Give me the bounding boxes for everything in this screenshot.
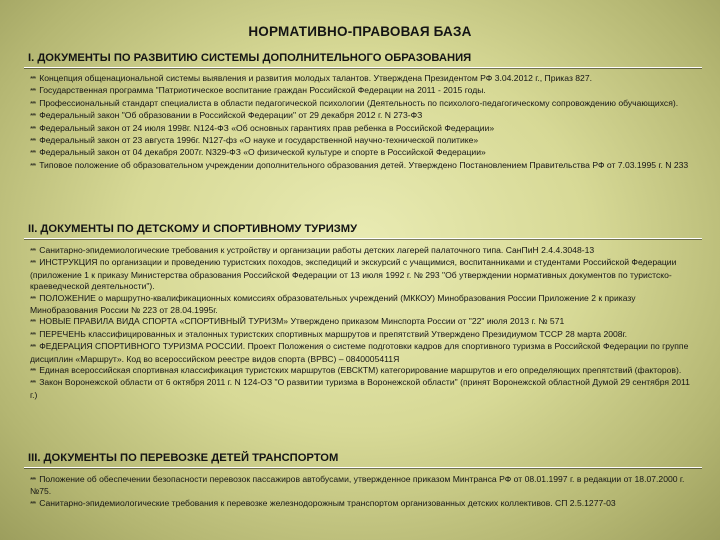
bullet-marker: *** xyxy=(30,368,36,376)
bullet-marker: *** xyxy=(30,113,36,121)
list-item-text: ПОЛОЖЕНИЕ о маршрутно-квалификационных комиссиях образовательных учреждений (МККОУ) Минобразования России Приложение 2 к приказу Минобразования России № 223 от 28.04.1995г. xyxy=(30,292,636,316)
list-item xyxy=(30,73,698,85)
list-item xyxy=(30,257,698,292)
list-item xyxy=(30,365,698,377)
list-item xyxy=(30,341,698,365)
bullet-marker: *** xyxy=(30,100,36,108)
list-item-text: Положение об обеспечении безопасности перевозок пассажиров автобусами, утвержденное приказом Минтранса РФ от 08.01.1997 г. в редакции от 18.07.2000 г. №75. xyxy=(30,474,685,497)
bullet-marker: *** xyxy=(30,260,36,268)
bullet-marker: *** xyxy=(30,248,36,255)
bullet-marker: *** xyxy=(30,162,36,170)
list-item-text: Федеральный закон от 24 июля 1998г. N124-ФЗ «Об основных гарантиях прав ребенка в Российской Федерации» xyxy=(39,122,495,133)
list-item-text: ФЕДЕРАЦИЯ СПОРТИВНОГО ТУРИЗМА РОССИИ. Проект Положения о системе подготовки кадров для спортивного туризма в Российской Федерации по группе дисциплин «Маршрут». Код во всероссийском реестре видов спорта (ВРВС) – 0840005411Я xyxy=(30,341,689,364)
section-list xyxy=(30,474,698,510)
divider xyxy=(24,67,702,68)
bullet-marker: *** xyxy=(30,295,36,303)
section-heading: II. ДОКУМЕНТЫ ПО ДЕТСКОМУ И СПОРТИВНОМУ ТУРИЗМУ xyxy=(28,223,358,235)
page-title: НОРМАТИВНО-ПРАВОВАЯ БАЗА xyxy=(248,24,472,39)
bullet-marker: *** xyxy=(30,125,36,133)
list-item xyxy=(30,98,698,110)
section-list xyxy=(30,73,698,172)
list-item-text: Санитарно-эпидемиологические требования к перевозке железнодорожным транспортом организованных детских коллективов. СП 2.5.1277-03 xyxy=(39,497,616,508)
list-item-text: ПЕРЕЧЕНЬ классифицированных и эталонных туристских спортивных маршрутов и препятствий Утверждено Президиумом ТССР 28 марта 2008г. xyxy=(39,328,628,339)
list-item-text: Закон Воронежской области от 6 октября 2011 г. N 124-ОЗ "О развитии туризма в Воронежской области" (принят Воронежской областной Думой 29 сентября 2011 г.) xyxy=(30,377,690,400)
bullet-marker: *** xyxy=(30,500,36,508)
list-item xyxy=(30,245,698,257)
list-item xyxy=(30,498,698,510)
list-item-text: Концепция общенациональной системы выявления и развития молодых талантов. Утверждена Президентом РФ 3.04.2012 г., Приказ 827. xyxy=(39,73,592,83)
section-list xyxy=(30,245,698,401)
list-item-text: НОВЫЕ ПРАВИЛА ВИДА СПОРТА «СПОРТИВНЫЙ ТУРИЗМ» Утверждено приказом Минспорта России от "22" июля 2013 г. № 571 xyxy=(39,316,565,327)
bullet-marker: *** xyxy=(30,344,36,352)
list-item-text: Санитарно-эпидемиологические требования к устройству и организации работы детских лагерей палаточного типа. СанПиН 2.4.4.3048-13 xyxy=(39,245,595,255)
list-item xyxy=(30,135,698,147)
list-item xyxy=(30,123,698,135)
bullet-marker: *** xyxy=(30,138,36,146)
list-item xyxy=(30,329,698,341)
list-item xyxy=(30,316,698,328)
list-item-text: Федеральный закон "Об образовании в Российской Федерации" от 29 декабря 2012 г. N 273-ФЗ xyxy=(39,110,423,121)
list-item-text: Государственная программа "Патриотическое воспитание граждан Российской Федерации на 2011 - 2015 годы. xyxy=(39,85,486,96)
bullet-marker: *** xyxy=(30,477,36,484)
list-item xyxy=(30,160,698,172)
list-item xyxy=(30,85,698,97)
bullet-marker: *** xyxy=(30,76,36,83)
list-item xyxy=(30,293,698,317)
list-item xyxy=(30,474,698,498)
list-item xyxy=(30,147,698,159)
list-item xyxy=(30,110,698,122)
divider xyxy=(24,467,702,468)
section-heading: I. ДОКУМЕНТЫ ПО РАЗВИТИЮ СИСТЕМЫ ДОПОЛНИТЕЛЬНОГО ОБРАЗОВАНИЯ xyxy=(28,52,472,64)
list-item-text: ИНСТРУКЦИЯ по организации и проведению туристских походов, экспедиций и экскурсий с учащимися, воспитанниками и студентами Российской Федерации (приложение 1 к приказу Министерства образования Российской Федерации от 13 июля 1992 г. № 293 "Об утверждении нормативных документов по туристско-краеведческой деятельности"). xyxy=(30,257,677,292)
bullet-marker: *** xyxy=(30,380,36,388)
list-item xyxy=(30,377,698,401)
bullet-marker: *** xyxy=(30,150,36,158)
list-item-text: Профессиональный стандарт специалиста в области педагогической психологии (Деятельность по психолого-педагогическому сопровождению обучающихся). xyxy=(39,97,679,108)
list-item-text: Единая всероссийская спортивная классификация туристских маршрутов (ЕВСКТМ) категорирование маршрутов и его определяющих препятствий (факторов). xyxy=(39,365,682,376)
section-heading: III. ДОКУМЕНТЫ ПО ПЕРЕВОЗКЕ ДЕТЕЙ ТРАНСПОРТОМ xyxy=(28,452,339,464)
divider xyxy=(24,238,702,239)
bullet-marker: *** xyxy=(30,88,36,96)
list-item-text: Федеральный закон от 04 декабря 2007г. N329-ФЗ «О физической культуре и спорте в Российской Федерации» xyxy=(39,147,486,158)
list-item-text: Типовое положение об образовательном учреждении дополнительного образования детей. Утверждено Постановлением Правительства РФ от 7.03.1995 г. N 233 xyxy=(39,159,689,170)
bullet-marker: *** xyxy=(30,331,36,339)
list-item-text: Федеральный закон от 23 августа 1996г. N127-фз «О науке и государственной научно-технической политике» xyxy=(39,135,479,146)
bullet-marker: *** xyxy=(30,319,36,327)
